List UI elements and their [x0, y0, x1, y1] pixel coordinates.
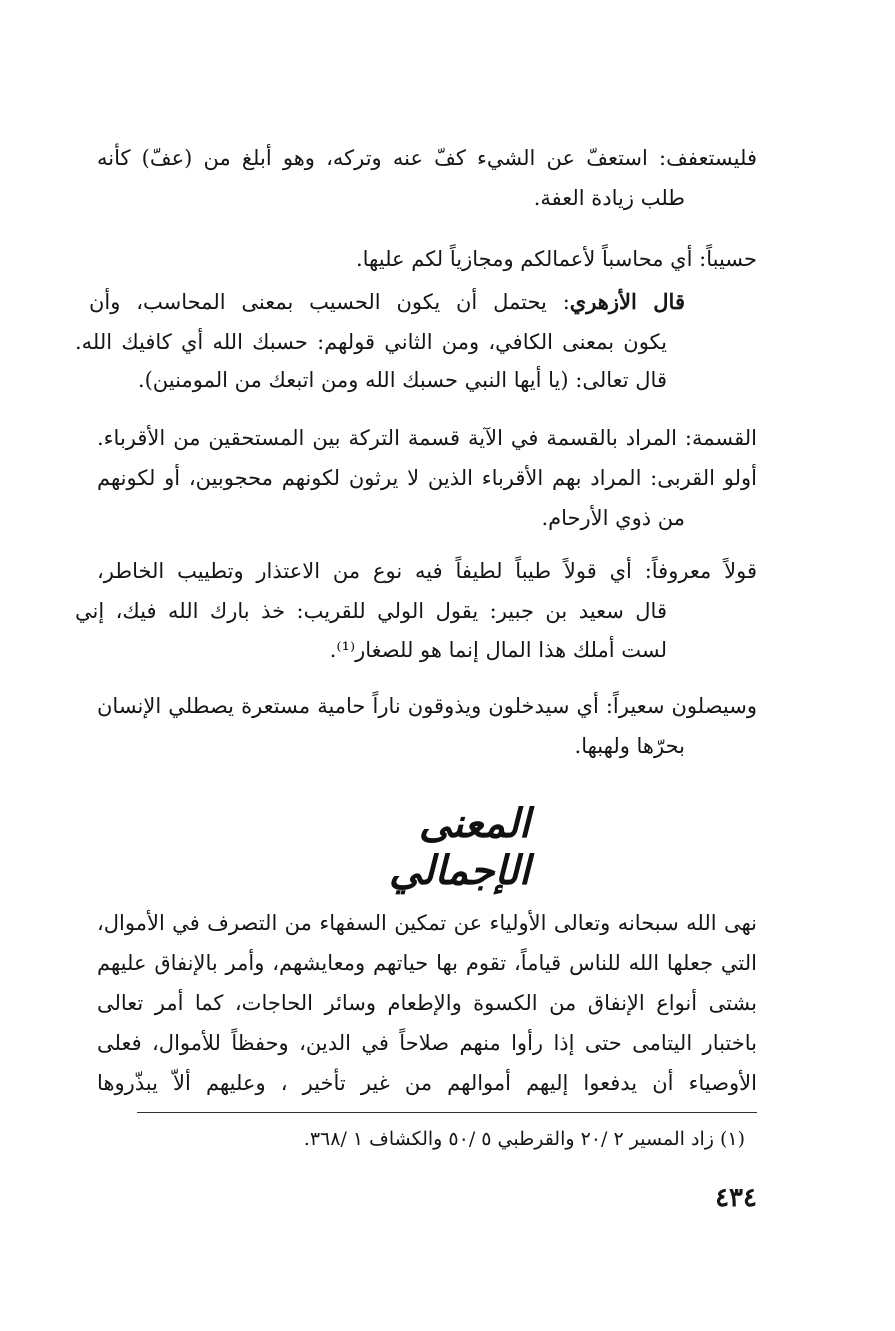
text-line-continuation-harriha: بحرّها ولهبها.	[574, 734, 685, 758]
text-line-hasiban: حسيباً: أي محاسباً لأعمالكم ومجازياً لكم عليها.	[355, 247, 757, 271]
section-heading: المعنى الإجمالي	[388, 800, 530, 894]
text-line-azhari	[89, 284, 685, 320]
text-line-fal-yastafif: فليستعفف: استعفّ عن الشيء كفّ عنه وتركه، وهو أبلغ من (عفّ) كأنه	[97, 146, 757, 170]
page-number: ٤٣٤	[715, 1183, 757, 1213]
text-line-summary-2: التي جعلها الله للناس قياماً، تقوم بها حياتهم ومعايشهم، وأمر بالإنفاق عليهم	[97, 951, 757, 975]
text-line-sayaslawna: وسيصلون سعيراً: أي سيدخلون ويذوقون ناراً حامية مستعرة يصطلي الإنسان	[97, 694, 757, 718]
text-line-said-ibn-jubayr: قال سعيد بن جبير: يقول الولي للقريب: خذ بارك الله فيك، إني	[75, 599, 667, 623]
text-line-lastu-amliku: لست أملك هذا المال إنما هو للصغار⁽¹⁾.	[329, 638, 667, 662]
footnote-separator	[137, 1112, 757, 1113]
text-line-summary-1: نهى الله سبحانه وتعالى الأولياء عن تمكين السفهاء من التصرف في الأموال،	[97, 911, 757, 935]
text-line-continuation-arham: من ذوي الأرحام.	[541, 506, 685, 530]
text-line-kafi: يكون بمعنى الكافي، ومن الثاني قولهم: حسبك الله أي كافيك الله.	[75, 330, 667, 354]
text-line-summary-3: بشتى أنواع الإنفاق من الكسوة والإطعام وسائر الحاجات، كما أمر تعالى	[97, 991, 757, 1015]
speaker-label: قال الأزهري	[569, 289, 685, 314]
text-line-summary-4: باختبار اليتامى حتى إذا رأوا منهم صلاحاً في الدين، وحفظاً للأموال، فعلى	[97, 1031, 757, 1055]
text-line-continuation: طلب زيادة العفة.	[533, 186, 685, 210]
text-line-qisma: القسمة: المراد بالقسمة في الآية قسمة التركة بين المستحقين من الأقرباء.	[97, 426, 757, 450]
text-line-azhari-body: : يحتمل أن يكون الحسيب بمعنى المحاسب، وأن	[89, 290, 570, 314]
text-line-ulul-qurba: أولو القربى: المراد بهم الأقرباء الذين لا يرثون لكونهم محجوبين، أو لكونهم	[97, 466, 757, 490]
text-line-summary-5: الأوصياء أن يدفعوا إليهم أموالهم من غير تأخير ، وعليهم ألاّ يبذّروها	[97, 1071, 757, 1095]
text-line-qawlan-maarufan: قولاً معروفاً: أي قولاً طيباً لطيفاً فيه نوع من الاعتذار وتطييب الخاطر،	[97, 559, 757, 583]
footnote: (١) زاد المسير ٢ /٢٠ والقرطبي ٥ /٥٠ والكشاف ١ /٣٦٨.	[303, 1128, 745, 1150]
text-line-quote-verse: قال تعالى: (يا أيها النبي حسبك الله ومن اتبعك من المومنين).	[137, 368, 667, 392]
